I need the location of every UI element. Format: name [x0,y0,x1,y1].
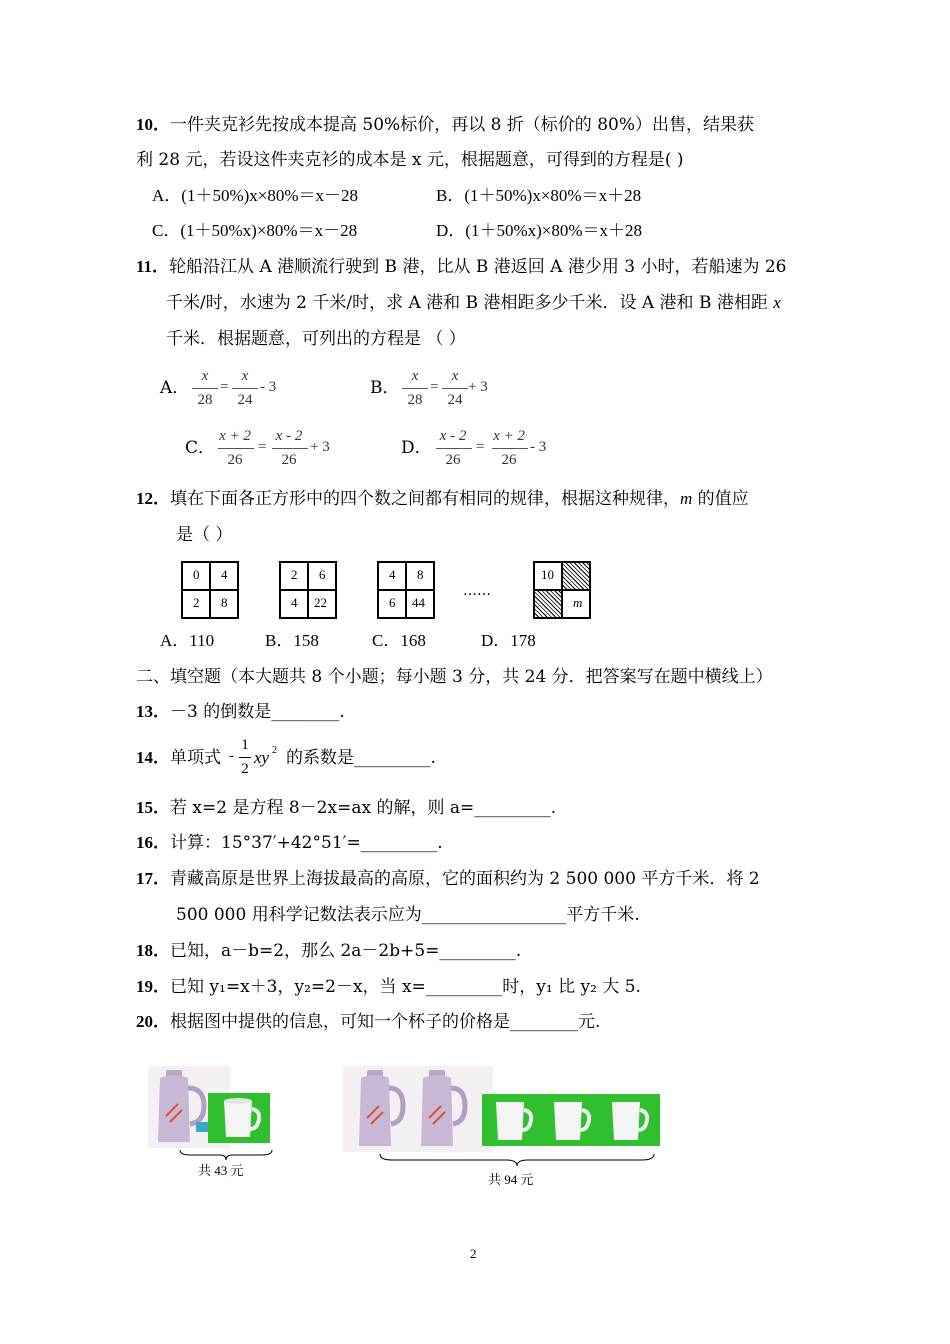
equals-sign: = [220,379,229,395]
q11-line3: 千米．根据题意，可列出的方程是 （ ） [166,329,466,349]
brace-2 [378,1152,656,1168]
frac-den: 2 [241,761,249,777]
frac-num: x [411,368,419,384]
page-number: 2 [470,1246,477,1261]
frac-den: 26 [281,452,297,468]
q11-option-a-label: A． [160,378,190,398]
q19-text: 已知 y₁=x＋3，y₂=2－x，当 x=_________时，y₁ 比 y₂ 大 5. [170,977,641,997]
q10-option-c: C．(1＋50%x)×80%＝x－28 [152,221,358,240]
constant-term: - 3 [530,439,547,455]
q20-number: 20． [136,1012,170,1031]
equals-sign: = [430,379,439,395]
number-square-4 [533,561,591,619]
square-cell: 8 [210,590,238,618]
q12-option-d: D．178 [481,631,536,650]
q11-option-b-label: B． [370,378,400,398]
q19 [136,976,641,998]
frac-den: 26 [445,452,461,468]
frac-bar [442,388,468,389]
ellipsis: …… [463,583,491,599]
frac-bar [272,448,308,449]
q20 [136,1011,600,1033]
q18-text: 已知，a－b=2，那么 2a－2b+5=_________. [170,941,522,961]
number-square-1 [181,561,239,619]
frac-den: 26 [227,452,243,468]
q11-option-b-equation [402,368,522,414]
q15 [136,797,556,819]
cup-image [208,1093,270,1143]
q16 [136,832,443,854]
q11-option-a-equation [192,368,312,414]
q12-var-m: m [680,489,693,508]
q12-number: 12． [136,489,170,508]
square-cell: 0 [182,562,210,590]
square-cell: 44 [406,590,434,618]
number-square-2 [279,561,337,619]
frac-num: x [201,368,209,384]
number-square-3 [377,561,435,619]
q11-option-d-label: D． [401,438,432,458]
q10-number: 10． [136,115,170,134]
q10-option-d: D．(1＋50%x)×80%＝x＋28 [436,221,643,240]
q12-option-a: A．110 [160,631,215,650]
constant-term: - 3 [260,379,277,395]
cups-trio-icon [482,1094,660,1146]
square-cell: 4 [210,562,238,590]
q15-number: 15． [136,798,170,817]
constant-term: + 3 [310,439,330,455]
q11-line2 [166,292,781,314]
frac-den: 24 [447,392,463,408]
exponent: 2 [272,745,277,756]
q12-text1b: 的值应 [692,489,749,509]
frac-den: 24 [237,392,253,408]
q11-option-c-equation [216,428,356,474]
q20-text: 根据图中提供的信息，可知一个杯子的价格是________元. [170,1012,601,1032]
q14-number: 14． [136,748,170,767]
constant-term: + 3 [468,379,488,395]
q18 [136,940,521,962]
square-cell: 4 [378,562,406,590]
q10-option-b: B．(1＋50%)x×80%＝x＋28 [436,186,642,205]
q11-line1 [136,256,787,278]
frac-num: x - 2 [275,428,303,444]
frac-num: x [241,368,249,384]
frac-num: x + 2 [493,428,525,444]
square-cell: 8 [406,562,434,590]
q12-line1 [136,488,749,510]
frac-den: 28 [197,392,213,408]
q11-option-c-label: C． [185,438,216,458]
frac-bar [492,448,528,449]
square-cell: 6 [308,562,336,590]
q14-text-pre: 单项式 [170,748,221,768]
q14-text-post: 的系数是_________. [286,748,436,768]
frac-bar [436,448,472,449]
q17-number: 17． [136,869,170,888]
frac-num: x - 2 [439,428,467,444]
square-cell: 4 [280,590,308,618]
equals-sign: = [476,439,485,455]
q11-text1: 轮船沿江从 A 港顺流行驶到 B 港，比从 B 港返回 A 港少用 3 小时，若船速为 26 [169,257,787,277]
q10-text1: 一件夹克衫先按成本提高 50%标价，再以 8 折（标价的 80%）出售，结果获 [170,115,755,135]
q16-text: 计算：15°37′+42°51′=_________. [170,833,443,853]
three-cups-image [482,1094,660,1146]
square-cell: 6 [378,590,406,618]
section-2-heading: 二、填空题（本大题共 8 个小题；每小题 3 分，共 24 分．把答案写在题中横线上） [136,667,773,687]
square-cell: 2 [280,562,308,590]
frac-num: x + 2 [219,428,251,444]
q13 [136,701,345,723]
caption-total-1: 共 43 元 [198,1163,244,1178]
hatched-cell [534,590,562,618]
square-cell-m: m [562,590,590,618]
q11-number: 11． [136,257,170,276]
q17-line2: 500 000 用科学记数法表示应为_________________平方千米. [176,905,640,925]
frac-num: x [451,368,459,384]
frac-den: 28 [407,392,423,408]
q10-line2: 利 28 元，若设这件夹克衫的成本是 x 元，根据题意，可得到的方程是( ) [136,150,684,170]
q12-option-c: C．168 [372,631,426,650]
equals-sign: = [258,439,267,455]
q11-option-d-equation [434,428,574,474]
frac-bar [192,388,218,389]
q18-number: 18． [136,941,170,960]
caption-total-2: 共 94 元 [488,1172,534,1187]
q19-number: 19． [136,977,170,996]
frac-bar [402,388,428,389]
q13-number: 13． [136,702,170,721]
cup-icon [208,1093,270,1143]
hatched-cell [562,562,590,590]
frac-num: 1 [241,737,249,753]
q12-text1: 填在下面各正方形中的四个数之间都有相同的规律，根据这种规律， [170,489,680,509]
square-cell: 2 [182,590,210,618]
q16-number: 16． [136,833,170,852]
frac-bar [232,388,258,389]
q11-var-x: x [773,293,781,312]
q15-text: 若 x=2 是方程 8－2x=ax 的解，则 a=_________. [170,798,557,818]
q10-option-a: A．(1＋50%)x×80%＝x－28 [152,186,359,205]
q14 [136,747,221,769]
thermos-pair-icon [343,1066,493,1152]
two-thermos-image [343,1066,493,1152]
q17-text1: 青藏高原是世界上海拔最高的高原，它的面积约为 2 500 000 平方千米．将 2 [170,869,760,889]
frac-den: 26 [501,452,517,468]
square-cell: 22 [308,590,336,618]
q17-line1 [136,868,760,890]
frac-bar [239,757,251,758]
q11-text2: 千米/时，水速为 2 千米/时，求 A 港和 B 港相距多少千米．设 A 港和 B 港相距 [166,293,768,313]
variable: xy [254,748,270,767]
frac-bar [218,448,254,449]
q12-option-b: B．158 [265,631,319,650]
square-cell: 10 [534,562,562,590]
q10-line1 [136,114,754,136]
q13-text: －3 的倒数是________. [170,702,345,722]
q12-line2: 是（ ） [176,525,233,545]
minus-sign: - [229,748,234,764]
